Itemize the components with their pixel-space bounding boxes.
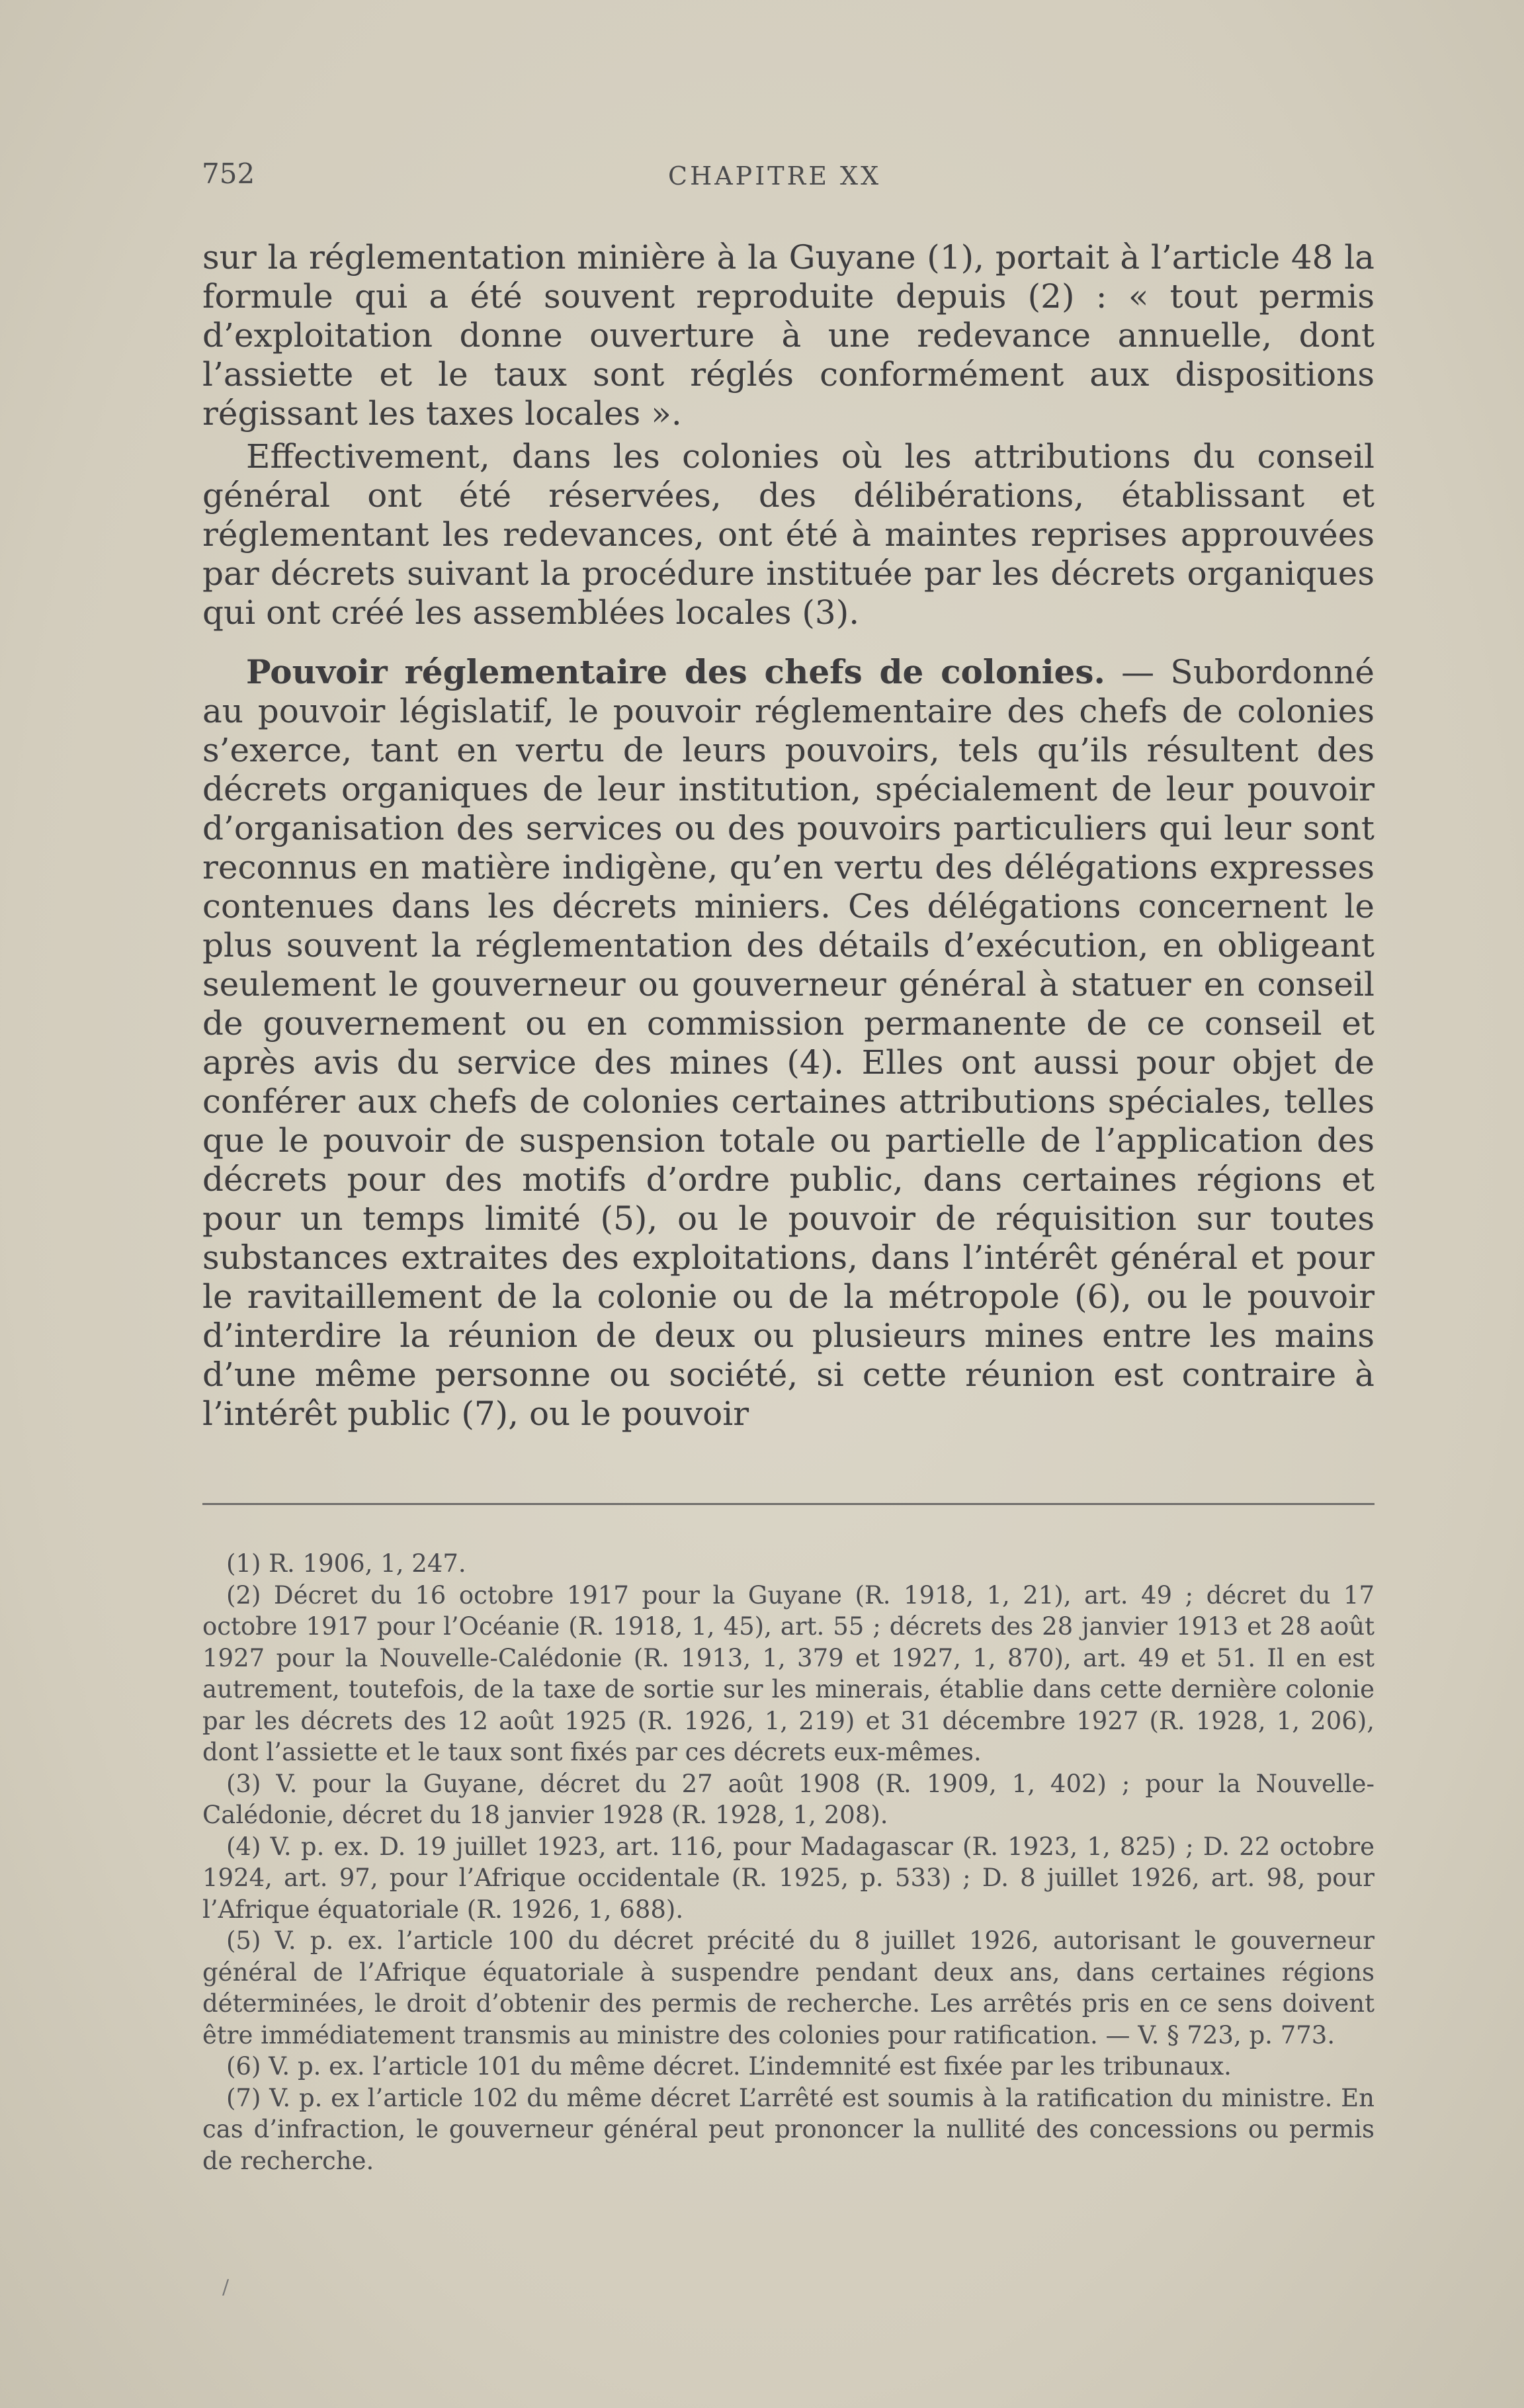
footnote-4: (4) V. p. ex. D. 19 juillet 1923, art. 116, pour Madagascar (R. 1923, 1, 825) ; D. 22 octobre 1924, art. 97, pour l’Afrique occidentale (R. 1925, p. 533) ; D. 8 juillet 1926, art. 98, pour l’Afrique équatoriale (R. 1926, 1, 688).	[202, 1832, 1375, 1924]
footnote-1: (1) R. 1906, 1, 247.	[226, 1549, 466, 1578]
footnote-5: (5) V. p. ex. l’article 100 du décret précité du 8 juillet 1926, autorisant le gouverneur général de l’Afrique équatoriale à suspendre pendant deux ans, dans certaines régions déterminées, le droit d’obtenir des permis de recherche. Les arrêtés pris en ce sens doivent être immédiatement transmis au ministre des colonies pour ratification. — V. § 723, p. 773.	[202, 1926, 1375, 2049]
footnote-6: (6) V. p. ex. l’article 101 du même décret. L’indemnité est fixée par les tribunaux.	[226, 2052, 1232, 2081]
margin-mark: /	[222, 2276, 230, 2299]
footnote-3: (3) V. pour la Guyane, décret du 27 août 1908 (R. 1909, 1, 402) ; pour la Nouvelle-Calédonie, décret du 18 janvier 1928 (R. 1928, 1, 208).	[202, 1769, 1375, 1829]
footnote-rule	[202, 1503, 1375, 1505]
paragraph-1: sur la réglementation minière à la Guyane (1), portait à l’article 48 la formule qui a été souvent reproduite depuis (2) : « tout permis d’exploitation donne ouverture à une redevance annuelle, dont l’assiette et le taux sont réglés conformément aux dispositions régissant les taxes locales ».	[202, 238, 1375, 433]
footnote-7: (7) V. p. ex l’article 102 du même décret L’arrêté est soumis à la ratification du ministre. En cas d’infraction, le gouverneur général peut prononcer la nullité des concessions ou permis de recherche.	[202, 2083, 1375, 2175]
section-title: Pouvoir réglementaire des chefs de colonies.	[246, 652, 1105, 691]
page-number: 752	[202, 157, 255, 190]
footnote-2: (2) Décret du 16 octobre 1917 pour la Guyane (R. 1918, 1, 21), art. 49 ; décret du 17 octobre 1917 pour l’Océanie (R. 1918, 1, 45), art. 55 ; décrets des 28 janvier 1913 et 28 août 1927 pour la Nouvelle-Calédonie (R. 1913, 1, 379 et 1927, 1, 870), art. 49 et 51. Il en est autrement, toutefois, de la taxe de sortie sur les minerais, établie dans cette dernière colonie par les décrets des 12 août 1925 (R. 1926, 1, 219) et 31 décembre 1927 (R. 1928, 1, 206), dont l’assiette et le taux sont fixés par ces décrets eux-mêmes.	[202, 1580, 1375, 1766]
footnotes	[202, 1548, 1375, 2176]
paragraph-2: Effectivement, dans les colonies où les attributions du conseil général ont été réservées, des délibérations, établissant et réglementant les redevances, ont été à maintes reprises approuvées par décrets suivant la procédure instituée par les décrets organiques qui ont créé les assemblées locales (3).	[202, 437, 1375, 632]
running-head: CHAPITRE XX	[668, 161, 882, 191]
main-text	[202, 238, 1375, 1434]
paragraph-3-text: — Subordonné au pouvoir législatif, le pouvoir réglementaire des chefs de colonies s’exerce, tant en vertu de leurs pouvoirs, tels qu’ils résultent des décrets organiques de leur institution, spécialement de leur pouvoir d’organisation des services ou des pouvoirs particuliers qui leur sont reconnus en matière indigène, qu’en vertu des délégations expresses contenues dans les décrets miniers. Ces délégations concernent le plus souvent la réglementation des détails d’exécution, en obligeant seulement le gouverneur ou gouverneur général à statuer en conseil de gouvernement ou en commission permanente de ce conseil et après avis du service des mines (4). Elles ont aussi pour objet de conférer aux chefs de colonies certaines attributions spéciales, telles que le pouvoir de suspension totale ou partielle de l’application des décrets pour des motifs d’ordre public, dans certaines régions et pour un temps limité (5), ou le pouvoir de réquisition sur toutes substances extraites des exploitations, dans l’intérêt général et pour le ravitaillement de la colonie ou de la métropole (6), ou le pouvoir d’interdire la réunion de deux ou plusieurs mines entre les mains d’une même personne ou société, si cette réunion est contraire à l’intérêt public (7), ou le pouvoir	[202, 653, 1375, 1433]
paragraph-3	[202, 652, 1375, 1434]
